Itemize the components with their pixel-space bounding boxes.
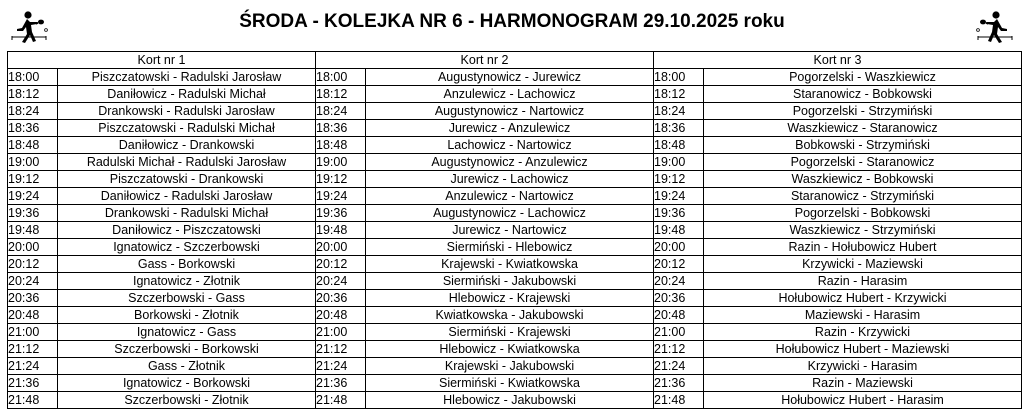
court-header-row — [8, 52, 1022, 69]
court-2-time: 20:00 — [316, 239, 366, 256]
court-3-time: 21:12 — [654, 341, 704, 358]
court-1-match: Daniłowicz - Radulski Michał — [58, 86, 316, 103]
court-3-match: Pogorzelski - Strzymiński — [704, 103, 1022, 120]
court-1-time: 21:48 — [8, 392, 58, 409]
court-1-time: 18:36 — [8, 120, 58, 137]
table-row — [8, 222, 1022, 239]
court-3-match: Staranowicz - Bobkowski — [704, 86, 1022, 103]
court-1-time: 20:48 — [8, 307, 58, 324]
court-2-match: Hlebowicz - Kwiatkowska — [366, 341, 654, 358]
court-1-header: Kort nr 1 — [8, 52, 316, 69]
table-row — [8, 307, 1022, 324]
court-3-time: 21:36 — [654, 375, 704, 392]
table-row — [8, 341, 1022, 358]
court-1-match: Szczerbowski - Gass — [58, 290, 316, 307]
court-2-time: 20:48 — [316, 307, 366, 324]
court-2-time: 19:12 — [316, 171, 366, 188]
court-3-time: 19:00 — [654, 154, 704, 171]
court-2-match: Augustynowicz - Nartowicz — [366, 103, 654, 120]
table-row — [8, 256, 1022, 273]
court-2-time: 18:36 — [316, 120, 366, 137]
table-row — [8, 86, 1022, 103]
court-2-time: 18:48 — [316, 137, 366, 154]
court-2-match: Siermiński - Krajewski — [366, 324, 654, 341]
court-2-match: Augustynowicz - Jurewicz — [366, 69, 654, 86]
court-2-match: Hlebowicz - Jakubowski — [366, 392, 654, 409]
table-tennis-player-icon — [974, 10, 1016, 44]
table-row — [8, 205, 1022, 222]
court-1-match: Ignatowicz - Gass — [58, 324, 316, 341]
court-1-time: 21:00 — [8, 324, 58, 341]
table-row — [8, 188, 1022, 205]
court-1-time: 19:12 — [8, 171, 58, 188]
court-3-time: 18:00 — [654, 69, 704, 86]
table-row — [8, 120, 1022, 137]
court-1-match: Piszczatowski - Radulski Michał — [58, 120, 316, 137]
court-3-time: 21:00 — [654, 324, 704, 341]
court-1-match: Szczerbowski - Złotnik — [58, 392, 316, 409]
court-3-time: 21:48 — [654, 392, 704, 409]
court-3-match: Pogorzelski - Staranowicz — [704, 154, 1022, 171]
court-3-match: Pogorzelski - Waszkiewicz — [704, 69, 1022, 86]
court-1-match: Daniłowicz - Piszczatowski — [58, 222, 316, 239]
court-3-match: Razin - Krzywicki — [704, 324, 1022, 341]
court-3-time: 20:48 — [654, 307, 704, 324]
table-row — [8, 171, 1022, 188]
court-1-match: Drankowski - Radulski Michał — [58, 205, 316, 222]
court-2-time: 20:36 — [316, 290, 366, 307]
court-2-time: 19:36 — [316, 205, 366, 222]
court-1-time: 18:24 — [8, 103, 58, 120]
court-3-match: Razin - Hołubowicz Hubert — [704, 239, 1022, 256]
court-3-time: 20:24 — [654, 273, 704, 290]
court-3-time: 20:36 — [654, 290, 704, 307]
court-1-time: 20:36 — [8, 290, 58, 307]
court-3-match: Waszkiewicz - Staranowicz — [704, 120, 1022, 137]
court-2-time: 21:48 — [316, 392, 366, 409]
court-3-header: Kort nr 3 — [654, 52, 1022, 69]
court-2-match: Hlebowicz - Krajewski — [366, 290, 654, 307]
table-row — [8, 69, 1022, 86]
table-row — [8, 358, 1022, 375]
court-3-time: 19:36 — [654, 205, 704, 222]
court-2-match: Krajewski - Jakubowski — [366, 358, 654, 375]
court-1-time: 20:12 — [8, 256, 58, 273]
table-row — [8, 324, 1022, 341]
table-row — [8, 375, 1022, 392]
court-2-match: Augustynowicz - Anzulewicz — [366, 154, 654, 171]
court-1-time: 19:00 — [8, 154, 58, 171]
court-2-time: 21:36 — [316, 375, 366, 392]
table-row — [8, 392, 1022, 409]
table-row — [8, 273, 1022, 290]
table-row — [8, 103, 1022, 120]
schedule-body — [8, 69, 1022, 409]
court-3-match: Krzywicki - Harasim — [704, 358, 1022, 375]
court-3-match: Maziewski - Harasim — [704, 307, 1022, 324]
court-1-match: Gass - Złotnik — [58, 358, 316, 375]
court-1-match: Radulski Michał - Radulski Jarosław — [58, 154, 316, 171]
court-1-time: 19:24 — [8, 188, 58, 205]
court-3-match: Staranowicz - Strzymiński — [704, 188, 1022, 205]
court-2-time: 18:24 — [316, 103, 366, 120]
court-2-match: Anzulewicz - Nartowicz — [366, 188, 654, 205]
court-2-match: Siermiński - Kwiatkowska — [366, 375, 654, 392]
court-3-time: 18:12 — [654, 86, 704, 103]
court-2-time: 21:24 — [316, 358, 366, 375]
court-2-time: 20:24 — [316, 273, 366, 290]
court-2-time: 21:00 — [316, 324, 366, 341]
court-3-match: Razin - Harasim — [704, 273, 1022, 290]
court-1-time: 18:48 — [8, 137, 58, 154]
court-2-time: 18:12 — [316, 86, 366, 103]
court-3-match: Hołubowicz Hubert - Maziewski — [704, 341, 1022, 358]
table-row — [8, 290, 1022, 307]
court-1-match: Gass - Borkowski — [58, 256, 316, 273]
court-3-match: Waszkiewicz - Strzymiński — [704, 222, 1022, 239]
schedule-table — [7, 51, 1022, 409]
court-3-time: 18:36 — [654, 120, 704, 137]
court-1-time: 21:12 — [8, 341, 58, 358]
court-2-match: Krajewski - Kwiatkowska — [366, 256, 654, 273]
court-1-time: 21:36 — [8, 375, 58, 392]
court-1-match: Szczerbowski - Borkowski — [58, 341, 316, 358]
court-3-match: Hołubowicz Hubert - Harasim — [704, 392, 1022, 409]
court-1-match: Ignatowicz - Złotnik — [58, 273, 316, 290]
court-1-time: 19:36 — [8, 205, 58, 222]
court-2-match: Jurewicz - Lachowicz — [366, 171, 654, 188]
court-2-time: 19:00 — [316, 154, 366, 171]
court-3-time: 19:12 — [654, 171, 704, 188]
court-2-match: Siermiński - Jakubowski — [366, 273, 654, 290]
court-2-time: 21:12 — [316, 341, 366, 358]
court-2-match: Siermiński - Hlebowicz — [366, 239, 654, 256]
court-3-time: 18:48 — [654, 137, 704, 154]
court-3-match: Bobkowski - Strzymiński — [704, 137, 1022, 154]
court-2-match: Lachowicz - Nartowicz — [366, 137, 654, 154]
court-1-time: 20:24 — [8, 273, 58, 290]
page-title: ŚRODA - KOLEJKA NR 6 - HARMONOGRAM 29.10.2025 roku — [239, 11, 785, 32]
table-row — [8, 154, 1022, 171]
court-1-match: Daniłowicz - Drankowski — [58, 137, 316, 154]
table-row — [8, 137, 1022, 154]
court-1-match: Ignatowicz - Szczerbowski — [58, 239, 316, 256]
court-3-match: Krzywicki - Maziewski — [704, 256, 1022, 273]
court-2-match: Augustynowicz - Lachowicz — [366, 205, 654, 222]
court-2-header: Kort nr 2 — [316, 52, 654, 69]
court-2-time: 18:00 — [316, 69, 366, 86]
court-2-match: Jurewicz - Nartowicz — [366, 222, 654, 239]
court-1-match: Piszczatowski - Radulski Jarosław — [58, 69, 316, 86]
court-2-match: Kwiatkowska - Jakubowski — [366, 307, 654, 324]
court-2-time: 19:24 — [316, 188, 366, 205]
court-3-time: 20:12 — [654, 256, 704, 273]
court-3-match: Waszkiewicz - Bobkowski — [704, 171, 1022, 188]
court-2-time: 20:12 — [316, 256, 366, 273]
court-1-time: 19:48 — [8, 222, 58, 239]
court-2-time: 19:48 — [316, 222, 366, 239]
court-3-time: 19:24 — [654, 188, 704, 205]
court-1-match: Ignatowicz - Borkowski — [58, 375, 316, 392]
court-1-match: Drankowski - Radulski Jarosław — [58, 103, 316, 120]
court-1-time: 21:24 — [8, 358, 58, 375]
court-1-match: Borkowski - Złotnik — [58, 307, 316, 324]
court-1-time: 18:00 — [8, 69, 58, 86]
court-3-time: 18:24 — [654, 103, 704, 120]
court-2-match: Jurewicz - Anzulewicz — [366, 120, 654, 137]
court-3-match: Hołubowicz Hubert - Krzywicki — [704, 290, 1022, 307]
court-1-match: Daniłowicz - Radulski Jarosław — [58, 188, 316, 205]
court-3-time: 21:24 — [654, 358, 704, 375]
court-2-match: Anzulewicz - Lachowicz — [366, 86, 654, 103]
court-1-match: Piszczatowski - Drankowski — [58, 171, 316, 188]
court-3-time: 20:00 — [654, 239, 704, 256]
court-3-time: 19:48 — [654, 222, 704, 239]
court-1-time: 18:12 — [8, 86, 58, 103]
table-row — [8, 239, 1022, 256]
court-3-match: Razin - Maziewski — [704, 375, 1022, 392]
court-1-time: 20:00 — [8, 239, 58, 256]
court-3-match: Pogorzelski - Bobkowski — [704, 205, 1022, 222]
